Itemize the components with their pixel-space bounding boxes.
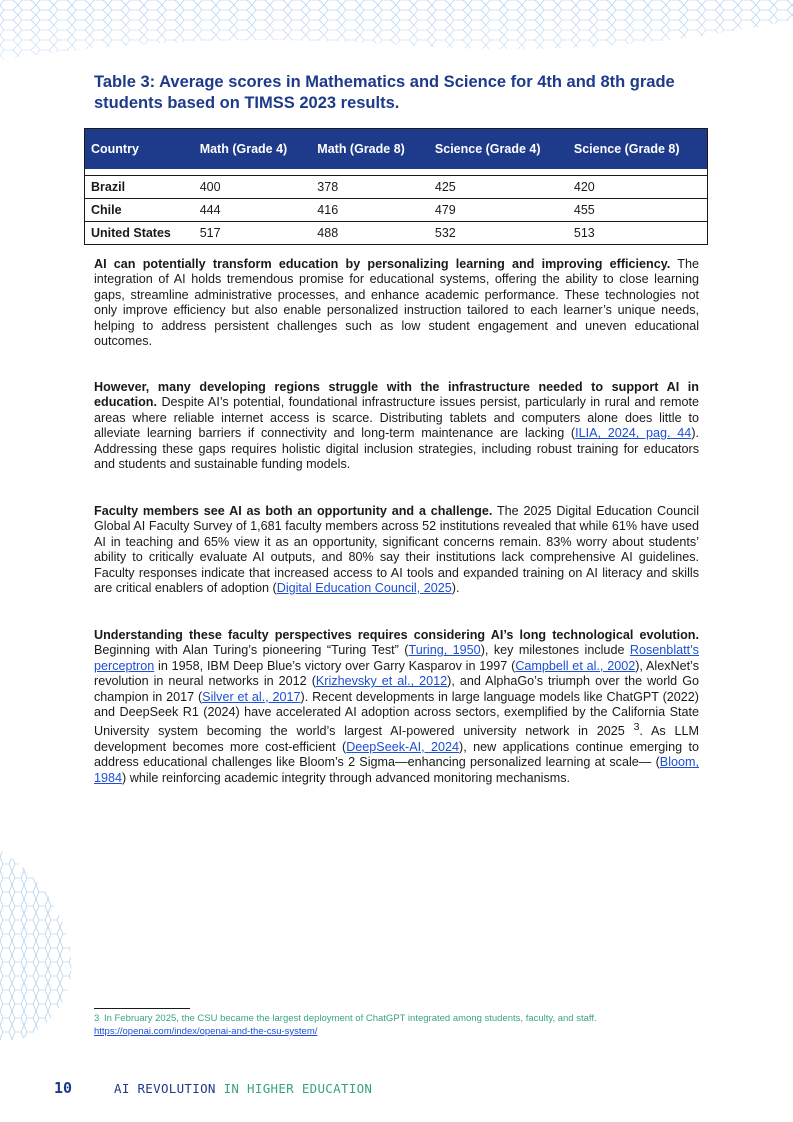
page-number: 10	[54, 1079, 73, 1097]
citation-link-krizhevsky[interactable]: Krizhevsky et al., 2012	[315, 674, 448, 689]
citation-link-ilia[interactable]: ILIA, 2024, pag. 44	[575, 426, 692, 441]
paragraph-body: ).	[451, 581, 460, 596]
paragraph-body: ). Addressing these gaps requires holistic digital inclusion strategies, including robust training for educators and students and sustainable funding models.	[94, 426, 700, 472]
paragraph-body: in 1958, IBM Deep Blue’s victory over Garry Kasparov in 1997 (	[154, 658, 516, 673]
cell-math-grade8: 378	[317, 179, 339, 194]
paragraph-faculty	[94, 504, 699, 596]
paragraph-body: ), and AlphaGo’s triumph over the world Go champion in 2017 (	[94, 674, 699, 704]
citation-link-silver[interactable]: Silver et al., 2017	[202, 689, 301, 704]
cell-country: United States	[91, 225, 171, 240]
paragraph-evolution	[94, 628, 699, 786]
cell-math-grade4: 517	[199, 225, 221, 240]
footnote-text: In February 2025, the CSU became the largest deployment of ChatGPT integrated among students, faculty, and staff.	[103, 1013, 597, 1024]
paragraph-infrastructure	[94, 380, 699, 472]
paragraph-body: The 2025 Digital Education Council Global AI Faculty Survey of 1,681 faculty members across 52 institutions revealed that while 61% have used AI in teaching and 65% view it as an opportunity, significant concerns remain. 83% worry about students’ ability to critically evaluate AI outputs, and 80% say their institutions lack comprehensive AI guidelines. Faculty responses indicate that increased access to AI tools and expanded training on AI literacy and skills are critical enablers of adoption (	[94, 504, 699, 596]
running-title-part2: IN HIGHER EDUCATION	[223, 1081, 373, 1096]
cell-science-grade8: 455	[573, 202, 595, 217]
cell-math-grade4: 400	[199, 179, 221, 194]
running-title	[114, 1081, 372, 1096]
cell-science-grade8: 513	[573, 225, 595, 240]
citation-link-dec[interactable]: Digital Education Council, 2025	[276, 581, 452, 596]
footnote-link[interactable]: https://openai.com/index/openai-and-the-csu-system/	[94, 1026, 318, 1037]
paragraph-body: Despite AI’s potential, foundational infrastructure issues persist, particularly in rural and remote areas where reliable internet access is scarce. Distributing tablets and computers alone does little to alleviate learning barriers if connectivity and long-term maintenance are lacking (	[94, 395, 699, 441]
citation-link-campbell[interactable]: Campbell et al., 2002	[515, 658, 636, 673]
footnote-number: 3	[94, 1013, 100, 1024]
paragraph-lead: However, many developing regions struggle with the infrastructure needed to support AI in education.	[94, 380, 699, 410]
cell-country: Brazil	[91, 179, 126, 194]
cell-country: Chile	[91, 202, 122, 217]
cell-science-grade4: 479	[434, 202, 456, 217]
paragraph-lead: Understanding these faculty perspectives requires considering AI’s long technological evolution.	[94, 628, 699, 642]
citation-link-rosenblatt[interactable]: Rosenblatt’s perceptron	[94, 643, 699, 673]
paragraph-lead: AI can potentially transform education by personalizing learning and improving efficiency.	[94, 257, 671, 271]
header-hexagon-pattern	[0, 0, 793, 70]
cell-math-grade8: 416	[317, 202, 339, 217]
header-math-grade8: Math (Grade 8)	[317, 141, 405, 156]
paragraph-body: . As LLM development becomes more cost-efficient (	[94, 724, 700, 755]
paragraph-body: ). Recent developments in large language models like ChatGPT (2022) and DeepSeek R1 (2024) have accelerated AI adoption across sectors, exemplified by the California State University system becoming the world’s largest AI-powered university network in 2025	[94, 689, 699, 739]
header-science-grade4: Science (Grade 4)	[434, 141, 541, 156]
paragraph-body: The integration of AI holds tremendous promise for educational systems, offering the ability to close learning gaps, streamline administrative processes, and enhance academic performance. These technologies not only improve efficiency but also enable personalized instruction tailored to each learner’s unique needs, helping to address persistent challenges such as low student engagement and uneven educational outcomes.	[94, 257, 699, 349]
table-row	[85, 198, 708, 221]
footnote-marker[interactable]: 3	[633, 721, 640, 734]
paragraph-body: ), AlexNet’s revolution in neural networks in 2012 (	[94, 658, 699, 689]
side-hexagon-pattern	[0, 850, 90, 1040]
paragraph-lead: Faculty members see AI as both an opportunity and a challenge.	[94, 504, 493, 518]
paragraph-body: ), new applications continue emerging to address educational challenges like Bloom’s 2 Sigma—enhancing personalized learning at scale— (	[94, 740, 699, 770]
paragraph-body: ) while reinforcing academic integrity through advanced monitoring mechanisms.	[122, 770, 571, 785]
cell-science-grade4: 425	[434, 179, 456, 194]
table-row	[85, 221, 708, 244]
running-title-part1: AI REVOLUTION	[114, 1081, 216, 1096]
paragraph-body: Beginning with Alan Turing’s pioneering “Turing Test” (	[94, 643, 409, 658]
header-science-grade8: Science (Grade 8)	[573, 141, 680, 156]
cell-science-grade4: 532	[434, 225, 456, 240]
cell-math-grade8: 488	[317, 225, 339, 240]
paragraph-ai-transform	[94, 257, 699, 349]
header-country: Country	[91, 141, 139, 156]
cell-science-grade8: 420	[573, 179, 595, 194]
header-math-grade4: Math (Grade 4)	[199, 141, 288, 156]
cell-math-grade4: 444	[199, 202, 221, 217]
table-title: Table 3: Average scores in Mathematics and Science for 4th and 8th grade students based on TIMSS 2023 results.	[94, 73, 675, 112]
footnote-divider	[94, 1008, 190, 1009]
table-header-row	[85, 129, 708, 169]
citation-link-bloom[interactable]: Bloom, 1984	[94, 755, 699, 785]
citation-link-deepseek[interactable]: DeepSeek-AI, 2024	[346, 740, 460, 755]
paragraph-body: ), key milestones include	[480, 643, 630, 658]
timss-scores-table	[84, 128, 708, 245]
footnote	[94, 1012, 674, 1038]
citation-link-turing[interactable]: Turing, 1950	[408, 643, 481, 658]
table-row	[85, 175, 708, 198]
